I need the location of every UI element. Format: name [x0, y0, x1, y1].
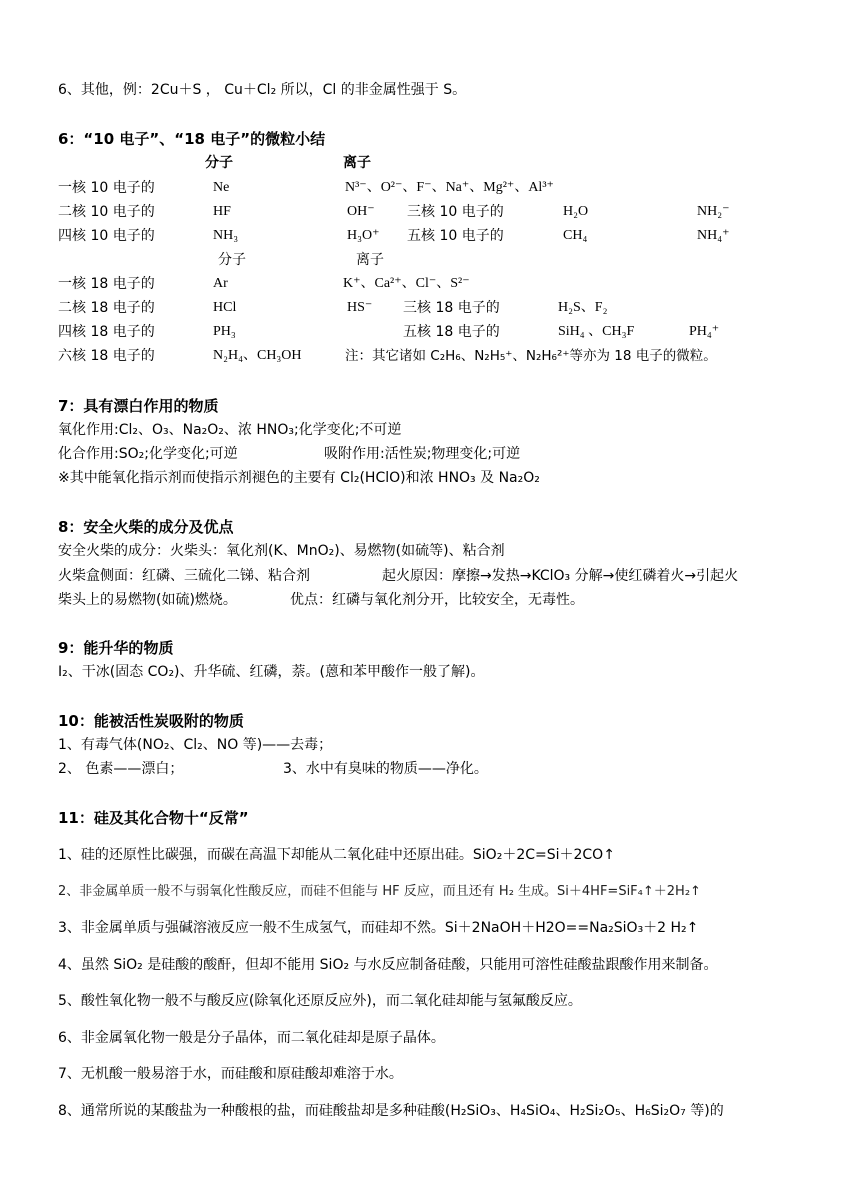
ion-cell: H₃O⁺ — [347, 228, 380, 243]
row-label: 四核 18 电子的 — [58, 324, 155, 340]
list-item: 3、非金属单质与强碱溶液反应一般不生成氢气，而硅却不然。Si＋2NaOH＋H2O==Na₂SiO₃＋2 H₂↑ — [58, 920, 699, 936]
row-label: 三核 18 电子的 — [403, 300, 500, 316]
column-header-molecule: 分子 — [218, 252, 246, 268]
column-header-ion: 离子 — [343, 155, 371, 171]
list-item: 8、通常所说的某酸盐为一种酸根的盐，而硅酸盐却是多种硅酸(H₂SiO₃、H₄SiO₄、H₂Si₂O₅、H₆Si₂O₇ 等)的 — [58, 1103, 724, 1119]
text-line: 安全火柴的成分：火柴头：氧化剂(K、MnO₂)、易燃物(如硫等)、粘合剂 — [58, 543, 505, 559]
section-title-8: 8：安全火柴的成分及优点 — [58, 518, 234, 536]
row-label: 三核 10 电子的 — [407, 204, 504, 220]
molecule-cell: HCl — [213, 300, 237, 315]
column-header-ion: 离子 — [356, 252, 384, 268]
molecule-cell: N₂H₄、CH₃OH — [213, 348, 302, 363]
list-item: 2、非金属单质一般不与弱氧化性酸反应，而硅不但能与 HF 反应，而且还有 H₂ 生成。Si＋4HF=SiF₄↑＋2H₂↑ — [58, 884, 701, 899]
row-label: 五核 18 电子的 — [403, 324, 500, 340]
list-item: 6、非金属氧化物一般是分子晶体，而二氧化硅却是原子晶体。 — [58, 1030, 445, 1046]
list-item: 1、硅的还原性比碳强，而碳在高温下却能从二氧化硅中还原出硅。SiO₂＋2C=Si＋2CO↑ — [58, 847, 615, 863]
text-line: ※其中能氧化指示剂而使指示剂褪色的主要有 Cl₂(HClO)和浓 HNO₃ 及 Na₂O₂ — [58, 470, 540, 486]
row-label: 一核 10 电子的 — [58, 180, 155, 196]
molecule-cell: PH₃ — [213, 324, 236, 339]
molecule-cell: Ar — [213, 276, 228, 291]
ion-cell: K⁺、Ca²⁺、Cl⁻、S²⁻ — [343, 276, 470, 291]
list-item: 5、酸性氧化物一般不与酸反应(除氧化还原反应外)，而二氧化硅却能与氢氟酸反应。 — [58, 993, 582, 1009]
molecule-cell: H₂S、F₂ — [558, 300, 608, 315]
text-line: I₂、干冰(固态 CO₂)、升华硫、红磷，萘。(蒽和苯甲酸作一般了解)。 — [58, 664, 485, 680]
text-line: 2、 色素——漂白； — [58, 761, 184, 777]
row-label: 五核 10 电子的 — [407, 228, 504, 244]
row-label: 一核 18 电子的 — [58, 276, 155, 292]
molecule-cell: HF — [213, 204, 231, 219]
row-label: 四核 10 电子的 — [58, 228, 155, 244]
row-label: 二核 18 电子的 — [58, 300, 155, 316]
ion-cell: PH₄⁺ — [689, 324, 720, 339]
text-line: 3、水中有臭味的物质——净化。 — [283, 761, 488, 777]
text-line: 优点：红磷与氧化剂分开，比较安全，无毒性。 — [290, 592, 584, 608]
molecule-cell: NH₃ — [213, 228, 239, 243]
text-line: 起火原因：摩擦→发热→KClO₃ 分解→使红磷着火→引起火 — [382, 568, 739, 584]
molecule-cell: H₂O — [563, 204, 589, 219]
section-title-6: 6：“10 电子”、“18 电子”的微粒小结 — [58, 130, 326, 148]
row-label: 二核 10 电子的 — [58, 204, 155, 220]
text-line: 1、有毒气体(NO₂、Cl₂、NO 等)——去毒； — [58, 737, 333, 753]
text-line: 吸附作用:活性炭;物理变化;可逆 — [324, 446, 521, 462]
row-label: 六核 18 电子的 — [58, 348, 155, 364]
text-line: 氧化作用:Cl₂、O₃、Na₂O₂、浓 HNO₃;化学变化;不可逆 — [58, 422, 402, 438]
section-title-10: 10：能被活性炭吸附的物质 — [58, 712, 244, 730]
section-title-9: 9：能升华的物质 — [58, 639, 174, 657]
text-line: 6、其他，例：2Cu＋S ， Cu＋Cl₂ 所以，Cl 的非金属性强于 S。 — [58, 82, 467, 98]
text-line: 化合作用:SO₂;化学变化;可逆 — [58, 446, 238, 462]
ion-cell: NH₂⁻ — [697, 204, 730, 219]
note-text: 注：其它诸如 C₂H₆、N₂H₅⁺、N₂H₆²⁺等亦为 18 电子的微粒。 — [345, 348, 717, 364]
section-title-11: 11：硅及其化合物十“反常” — [58, 809, 249, 827]
ion-cell: HS⁻ — [347, 300, 373, 315]
ion-cell: NH₄⁺ — [697, 228, 730, 243]
text-line: 柴头上的易燃物(如硫)燃烧。 — [58, 592, 237, 608]
section-title-7: 7：具有漂白作用的物质 — [58, 397, 219, 415]
ion-cell: N³⁻、O²⁻、F⁻、Na⁺、Mg²⁺、Al³⁺ — [345, 180, 554, 195]
text-line: 火柴盒侧面：红磷、三硫化二锑、粘合剂 — [58, 568, 310, 584]
molecule-cell: SiH₄ 、CH₃F — [558, 324, 635, 339]
molecule-cell: Ne — [213, 180, 230, 195]
list-item: 4、虽然 SiO₂ 是硅酸的酸酐，但却不能用 SiO₂ 与水反应制备硅酸，只能用可溶性硅酸盐跟酸作用来制备。 — [58, 957, 718, 973]
molecule-cell: CH₄ — [563, 228, 588, 243]
list-item: 7、无机酸一般易溶于水，而硅酸和原硅酸却难溶于水。 — [58, 1066, 403, 1082]
ion-cell: OH⁻ — [347, 204, 375, 219]
column-header-molecule: 分子 — [205, 155, 233, 171]
